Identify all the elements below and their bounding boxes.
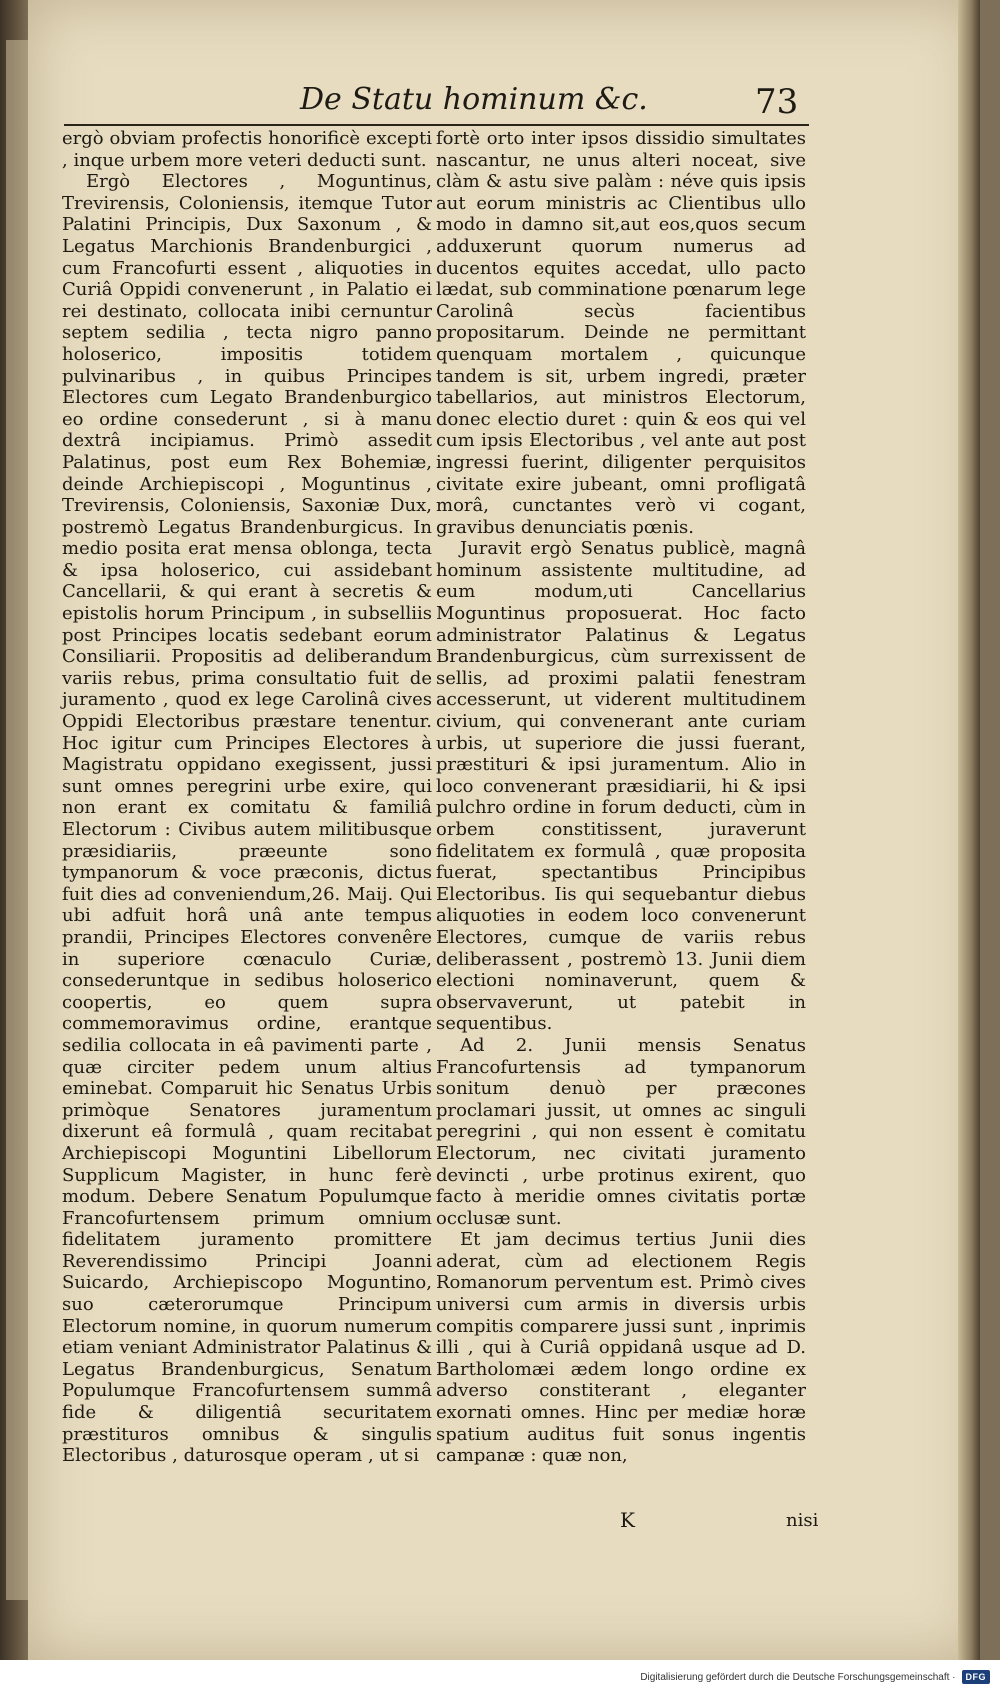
header-rule	[64, 124, 809, 126]
digitization-footer	[0, 1660, 1000, 1694]
funding-note: Digitalisierung gefördert durch die Deutsche Forschungsgemeinschaft ·	[640, 1671, 956, 1683]
paragraph: Ad 2. Junii mensis Senatus Francofurtensis ad tympanorum sonitum denuò per præcones proclamari jussit, ut omnes ac singuli peregrini , qui non essent è comitatu Electorum, nec civitati juramento devincti , urbe protinus exirent, quo facto à meridie omnes civitatis portæ occlusæ sunt.	[436, 1034, 806, 1229]
paragraph: ergò obviam profectis honorificè excepti , inque urbem more veteri deducti sunt.	[62, 128, 432, 171]
page-number: 73	[755, 82, 799, 122]
paragraph: Juravit ergò Senatus publicè, magnâ hominum assistente multitudine, ad eum modum,uti Cancellarius Moguntinus proposuerat. Hoc facto administrator Palatinus & Legatus Brandenburgicus, cùm surrexissent de sellis, ad proximi palatii fenestram accesserunt, ut viderent multitudinem civium, qui convenerant ante curiam urbis, ut superiore die jussi fuerant, præstituri & ipsi juramentum. Alio in loco convenerant præsidiarii, hi & ipsi pulchro ordine in forum deducti, cùm in orbem constitissent, juraverunt fidelitatem ex formulâ , quæ proposita fuerat, spectantibus Principibus Electoribus. Iis qui sequebantur diebus aliquoties in eodem loco convenerunt Electores, cumque de variis rebus deliberassent , postremò 13. Junii diem electioni nominaverunt, quem & observaverunt, ut patebit in sequentibus.	[436, 538, 806, 1035]
left-column	[62, 128, 432, 1467]
paragraph: Et jam decimus tertius Junii dies aderat, cùm ad electionem Regis Romanorum perventum est. Primò cives universi cum armis in diversis urbis compitis comparere jussi sunt , inprimis illi , qui à Curiâ oppidanâ usque ad D. Bartholomæi ædem longo ordine ex adverso constiterant , eleganter exornati omnes. Hinc per mediæ horæ spatium auditus fuit sonus ingentis campanæ : quæ non,	[436, 1229, 806, 1467]
paragraph: fortè orto inter ipsos dissidio simultates nascantur, ne unus alteri noceat, sive clàm & astu sive palàm : néve quis ipsis aut eorum ministris ac Clientibus ullo modo in damno sit,aut eos,quos secum adduxerunt quorum numerus ad ducentos equites accedat, ullo pacto lædat, sub comminatione pœnarum lege Carolinâ secùs facientibus propositarum. Deinde ne permittant quenquam mortalem , quicunque tandem is sit, urbem ingredi, præter tabellarios, aut ministros Electorum, donec electio duret : quin & eos qui vel cum ipsis Electoribus , vel ante aut post ingressi fuerint, diligenter perquisitos civitate exire jubeant, omni profligatâ morâ, cunctantes verò vi cogant, gravibus denunciatis pœnis.	[436, 128, 806, 538]
page-fore-edge	[958, 0, 980, 1660]
dfg-logo: DFG	[962, 1670, 991, 1684]
right-column	[436, 128, 806, 1467]
catchword: nisi	[786, 1510, 819, 1531]
paragraph: Ergò Electores , Moguntinus, Trevirensis, Coloniensis, itemque Tutor Palatini Principis, Dux Saxonum , & Legatus Marchionis Brandenburgici , cum Francofurti essent , aliquoties in Curiâ Oppidi convenerunt , in Palatio ei rei destinato, collocata inibi cernuntur septem sedilia , tecta nigro panno holoserico, impositis totidem pulvinaribus , in quibus Principes Electores cum Legato Brandenburgico eo ordine consederunt , si à manu dextrâ incipiamus. Primò assedit Palatinus, post eum Rex Bohemiæ, deinde Archiepiscopi , Moguntinus , Trevirensis, Coloniensis, Saxoniæ Dux, postremò Legatus Brandenburgicus. In medio posita erat mensa oblonga, tecta & ipsa holoserico, cui assidebant Cancellarii, & qui erant à secretis & epistolis horum Principum , in subselliis post Principes locatis sedebant eorum Consiliarii. Propositis ad deliberandum variis rebus, prima consultatio fuit de juramento , quod ex lege Carolinâ cives Oppidi Electoribus præstare tenentur. Hoc igitur cum Principes Electores à Magistratu oppidano exegissent, jussi sunt omnes peregrini urbe exire, qui non erant ex comitatu & familiâ Electorum : Civibus autem militibusque præsidiariis, præeunte sono tympanorum & voce præconis, dictus fuit dies ad conveniendum,26. Maij. Qui ubi adfuit horâ unâ ante tempus prandii, Principes Electores convenêre in superiore cœnaculo Curiæ, consederuntque in sedibus holoserico coopertis, eo quem supra commemoravimus ordine, erantque sedilia collocata in eâ pavimenti parte , quæ circiter pedem unum altius eminebat. Comparuit hic Senatus Urbis primòque Senatores juramentum dixerunt eâ formulâ , quam recitabat Archiepiscopi Moguntini Libellorum Supplicum Magister, in hunc ferè modum. Debere Senatum Populumque Francofurtensem primum omnium fidelitatem juramento promittere Reverendissimo Principi Joanni Suicardo, Archiepiscopo Moguntino, suo cæterorumque Principum Electorum nomine, in quorum numerum etiam veniant Administrator Palatinus & Legatus Brandenburgicus, Senatum Populumque Francofurtensem summâ fide & diligentiâ securitatem præstituros omnibus & singulis Electoribus , daturosque operam , ut si	[62, 171, 432, 1467]
running-head: De Statu hominum &c.	[300, 82, 648, 117]
signature-mark: K	[620, 1508, 635, 1532]
